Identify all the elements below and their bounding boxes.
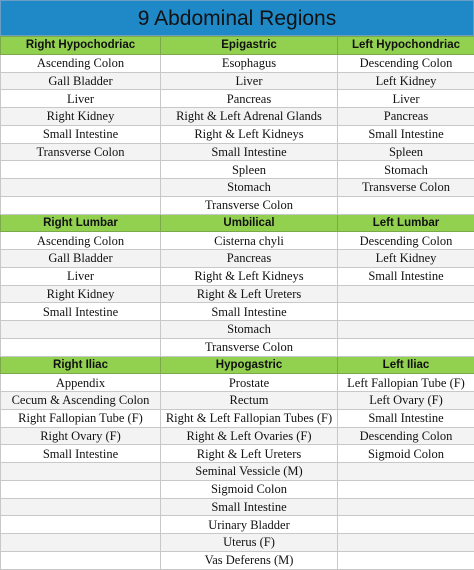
organ-cell [1, 498, 161, 516]
section-header-row [1, 356, 474, 374]
organ-cell [338, 338, 474, 356]
table-row [1, 516, 474, 534]
organ-cell: Right & Left Ureters [161, 445, 338, 463]
table-row [1, 179, 474, 197]
organ-cell [338, 516, 474, 534]
organ-cell: Small Intestine [1, 125, 161, 143]
organ-cell: Rectum [161, 392, 338, 410]
region-header-right-hypochondriac: Right Hypochodriac [1, 37, 161, 55]
page-title: 9 Abdominal Regions [0, 0, 474, 36]
organ-cell: Right & Left Adrenal Glands [161, 108, 338, 126]
organ-cell: Left Kidney [338, 72, 474, 90]
region-header-right-iliac: Right Iliac [1, 356, 161, 374]
organ-cell: Right & Left Kidneys [161, 267, 338, 285]
organ-cell: Sigmoid Colon [338, 445, 474, 463]
organ-cell: Right & Left Kidneys [161, 125, 338, 143]
organ-cell: Vas Deferens (M) [161, 551, 338, 569]
organ-cell [338, 285, 474, 303]
organ-cell: Urinary Bladder [161, 516, 338, 534]
organ-cell [1, 196, 161, 214]
organ-cell [1, 463, 161, 481]
organ-cell: Gall Bladder [1, 250, 161, 268]
table-row [1, 285, 474, 303]
table-row [1, 321, 474, 339]
table-row [1, 143, 474, 161]
table-row [1, 250, 474, 268]
regions-table [0, 36, 474, 570]
organ-cell: Ascending Colon [1, 232, 161, 250]
table-row [1, 108, 474, 126]
table-row [1, 374, 474, 392]
table-row [1, 463, 474, 481]
organ-cell: Pancreas [161, 90, 338, 108]
organ-cell [338, 463, 474, 481]
table-row [1, 232, 474, 250]
organ-cell: Cecum & Ascending Colon [1, 392, 161, 410]
region-header-umbilical: Umbilical [161, 214, 338, 232]
table-row [1, 338, 474, 356]
organ-cell: Descending Colon [338, 427, 474, 445]
organ-cell: Small Intestine [161, 303, 338, 321]
organ-cell: Transverse Colon [1, 143, 161, 161]
organ-cell: Ascending Colon [1, 54, 161, 72]
organ-cell: Small Intestine [161, 143, 338, 161]
region-header-left-iliac: Left Iliac [338, 356, 474, 374]
organ-cell [338, 534, 474, 552]
organ-cell [338, 321, 474, 339]
organ-cell [338, 551, 474, 569]
region-header-left-hypochondriac: Left Hypochondriac [338, 37, 474, 55]
region-header-right-lumbar: Right Lumbar [1, 214, 161, 232]
organ-cell [1, 161, 161, 179]
organ-cell [1, 534, 161, 552]
table-row [1, 54, 474, 72]
organ-cell: Cisterna chyli [161, 232, 338, 250]
organ-cell: Descending Colon [338, 232, 474, 250]
organ-cell: Stomach [161, 321, 338, 339]
table-row [1, 72, 474, 90]
organ-cell: Right Kidney [1, 108, 161, 126]
organ-cell: Right Fallopian Tube (F) [1, 409, 161, 427]
organ-cell [1, 338, 161, 356]
table-row [1, 161, 474, 179]
organ-cell: Transverse Colon [161, 196, 338, 214]
organ-cell [1, 551, 161, 569]
organ-cell: Esophagus [161, 54, 338, 72]
organ-cell: Appendix [1, 374, 161, 392]
organ-cell: Uterus (F) [161, 534, 338, 552]
organ-cell: Small Intestine [338, 125, 474, 143]
regions-table-body [1, 37, 474, 570]
organ-cell: Spleen [338, 143, 474, 161]
table-row [1, 409, 474, 427]
organ-cell: Transverse Colon [161, 338, 338, 356]
organ-cell: Prostate [161, 374, 338, 392]
table-row [1, 392, 474, 410]
section-header-row [1, 214, 474, 232]
organ-cell: Right Ovary (F) [1, 427, 161, 445]
organ-cell: Pancreas [161, 250, 338, 268]
organ-cell [1, 480, 161, 498]
table-row [1, 480, 474, 498]
organ-cell [338, 196, 474, 214]
table-row [1, 125, 474, 143]
table-row [1, 445, 474, 463]
organ-cell: Right & Left Ureters [161, 285, 338, 303]
organ-cell: Small Intestine [338, 409, 474, 427]
organ-cell: Spleen [161, 161, 338, 179]
organ-cell: Pancreas [338, 108, 474, 126]
organ-cell: Transverse Colon [338, 179, 474, 197]
section-header-row [1, 37, 474, 55]
organ-cell: Stomach [338, 161, 474, 179]
table-row [1, 551, 474, 569]
organ-cell: Small Intestine [1, 303, 161, 321]
organ-cell: Small Intestine [338, 267, 474, 285]
organ-cell: Liver [338, 90, 474, 108]
region-header-left-lumbar: Left Lumbar [338, 214, 474, 232]
organ-cell: Gall Bladder [1, 72, 161, 90]
organ-cell: Liver [161, 72, 338, 90]
organ-cell: Liver [1, 90, 161, 108]
organ-cell [1, 516, 161, 534]
organ-cell [338, 303, 474, 321]
table-row [1, 90, 474, 108]
organ-cell: Stomach [161, 179, 338, 197]
organ-cell: Right & Left Ovaries (F) [161, 427, 338, 445]
organ-cell: Seminal Vessicle (M) [161, 463, 338, 481]
organ-cell [338, 498, 474, 516]
region-header-hypogastric: Hypogastric [161, 356, 338, 374]
organ-cell: Liver [1, 267, 161, 285]
organ-cell: Left Kidney [338, 250, 474, 268]
organ-cell: Small Intestine [1, 445, 161, 463]
organ-cell [338, 480, 474, 498]
table-row [1, 196, 474, 214]
organ-cell: Right & Left Fallopian Tubes (F) [161, 409, 338, 427]
organ-cell [1, 179, 161, 197]
table-row [1, 534, 474, 552]
table-row [1, 303, 474, 321]
organ-cell: Sigmoid Colon [161, 480, 338, 498]
table-row [1, 427, 474, 445]
organ-cell [1, 321, 161, 339]
organ-cell: Small Intestine [161, 498, 338, 516]
organ-cell: Left Ovary (F) [338, 392, 474, 410]
organ-cell: Right Kidney [1, 285, 161, 303]
region-header-epigastric: Epigastric [161, 37, 338, 55]
organ-cell: Descending Colon [338, 54, 474, 72]
organ-cell: Left Fallopian Tube (F) [338, 374, 474, 392]
table-row [1, 498, 474, 516]
table-row [1, 267, 474, 285]
